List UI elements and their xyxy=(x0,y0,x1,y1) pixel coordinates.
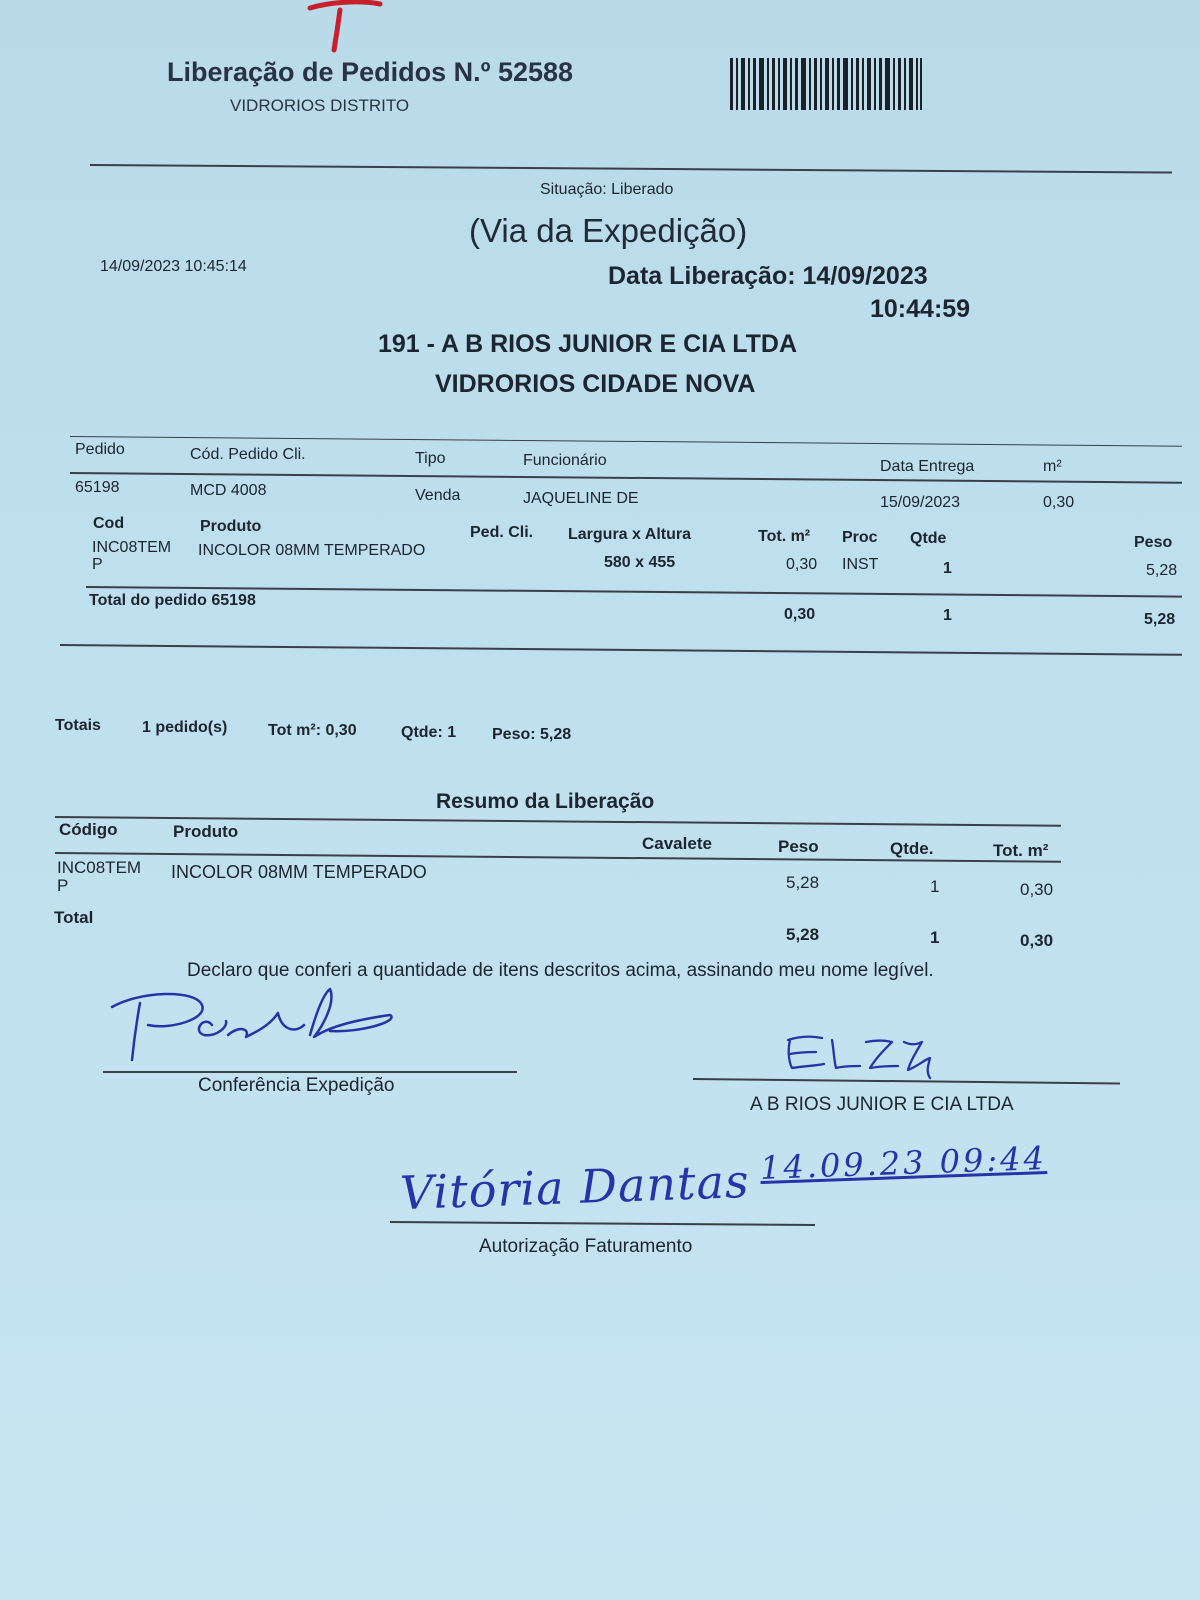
resumo-col-peso: Peso xyxy=(778,837,819,856)
col-largura-altura: Largura x Altura xyxy=(568,526,691,543)
store-name: VIDRORIOS DISTRITO xyxy=(230,96,410,115)
col-qtde: Qtde xyxy=(910,530,947,547)
release-time: 10:44:59 xyxy=(870,295,971,323)
item-peso: 5,28 xyxy=(1146,562,1178,579)
totais-qtde: Qtde: 1 xyxy=(401,724,457,741)
client-signature xyxy=(780,1030,950,1082)
order-pedido: 65198 xyxy=(75,479,120,496)
resumo-produto: INCOLOR 08MM TEMPERADO xyxy=(171,862,427,882)
resumo-total-qtde: 1 xyxy=(930,928,940,947)
col-produto: Produto xyxy=(200,518,262,535)
item-tot-m2: 0,30 xyxy=(786,556,818,573)
resumo-col-tot-m2: Tot. m² xyxy=(993,841,1049,860)
col-peso: Peso xyxy=(1134,534,1173,551)
col-cod: Cod xyxy=(93,515,125,532)
declaration-text: Declaro que conferi a quantidade de itens descritos acima, assinando meu nome legível. xyxy=(187,960,934,981)
totais-label: Totais xyxy=(55,717,101,734)
order-total-label: Total do pedido 65198 xyxy=(89,592,256,609)
conferencia-signature-line xyxy=(103,1071,517,1073)
resumo-col-cavalete: Cavalete xyxy=(642,834,712,853)
client-signature-label: A B RIOS JUNIOR E CIA LTDA xyxy=(750,1094,1014,1115)
resumo-total-tot-m2: 0,30 xyxy=(1020,931,1054,950)
order-m2: 0,30 xyxy=(1043,494,1075,511)
resumo-peso: 5,28 xyxy=(786,873,820,892)
conferencia-label: Conferência Expedição xyxy=(198,1075,395,1096)
col-m2: m² xyxy=(1043,458,1062,475)
barcode xyxy=(730,58,922,110)
totais-tot-m2: Tot m²: 0,30 xyxy=(268,722,357,739)
order-bottom-line xyxy=(60,644,1182,656)
resumo-total-peso: 5,28 xyxy=(786,925,820,944)
resumo-col-codigo: Código xyxy=(59,820,118,839)
totais-pedidos: 1 pedido(s) xyxy=(142,719,228,736)
autorizacao-label: Autorização Faturamento xyxy=(479,1236,693,1257)
item-produto: INCOLOR 08MM TEMPERADO xyxy=(198,542,426,559)
red-pen-mark xyxy=(300,0,400,60)
col-tipo: Tipo xyxy=(415,450,446,467)
client-branch: VIDRORIOS CIDADE NOVA xyxy=(435,370,756,398)
resumo-total-label: Total xyxy=(54,908,94,927)
item-cod-line2: P xyxy=(92,556,103,573)
item-largura-altura: 580 x 455 xyxy=(604,554,676,571)
col-proc: Proc xyxy=(842,529,878,546)
conferencia-signature xyxy=(100,985,430,1070)
autorizacao-signature-line xyxy=(390,1221,815,1226)
handwritten-date: 14.09.23 09:44 xyxy=(759,1139,1048,1187)
header-divider xyxy=(90,164,1172,174)
order-funcionario: JAQUELINE DE xyxy=(523,490,639,507)
order-data-entrega: 15/09/2023 xyxy=(880,494,961,511)
order-cod-pedido-cli: MCD 4008 xyxy=(190,482,267,499)
resumo-col-produto: Produto xyxy=(173,822,239,841)
resumo-title: Resumo da Liberação xyxy=(436,790,655,813)
col-pedido: Pedido xyxy=(75,441,125,458)
totais-peso: Peso: 5,28 xyxy=(492,726,572,743)
resumo-qtde: 1 xyxy=(930,877,940,896)
resumo-col-qtde: Qtde. xyxy=(890,839,934,858)
col-cod-pedido-cli: Cód. Pedido Cli. xyxy=(190,446,306,463)
printed-timestamp: 14/09/2023 10:45:14 xyxy=(100,258,247,275)
item-qtde: 1 xyxy=(943,560,952,577)
client-name: 191 - A B RIOS JUNIOR E CIA LTDA xyxy=(378,330,798,358)
document-title: Liberação de Pedidos N.º 52588 xyxy=(167,57,574,87)
col-funcionario: Funcionário xyxy=(523,452,607,469)
order-total-qtde: 1 xyxy=(943,607,952,624)
autorizacao-signature: Vitória Dantas xyxy=(399,1153,751,1221)
resumo-tot-m2: 0,30 xyxy=(1020,880,1054,899)
order-total-peso: 5,28 xyxy=(1144,611,1176,628)
col-data-entrega: Data Entrega xyxy=(880,458,975,475)
order-tipo: Venda xyxy=(415,487,461,504)
copy-type: (Via da Expedição) xyxy=(469,212,748,249)
item-cod-line1: INC08TEM xyxy=(92,539,172,556)
resumo-codigo-line1: INC08TEM xyxy=(57,858,142,877)
col-tot-m2: Tot. m² xyxy=(758,528,811,545)
col-ped-cli: Ped. Cli. xyxy=(470,524,534,541)
status-label: Situação: Liberado xyxy=(540,181,674,198)
item-proc: INST xyxy=(842,556,879,573)
order-total-tot-m2: 0,30 xyxy=(784,606,816,623)
resumo-codigo-line2: P xyxy=(57,876,69,895)
release-date: Data Liberação: 14/09/2023 xyxy=(608,262,928,290)
